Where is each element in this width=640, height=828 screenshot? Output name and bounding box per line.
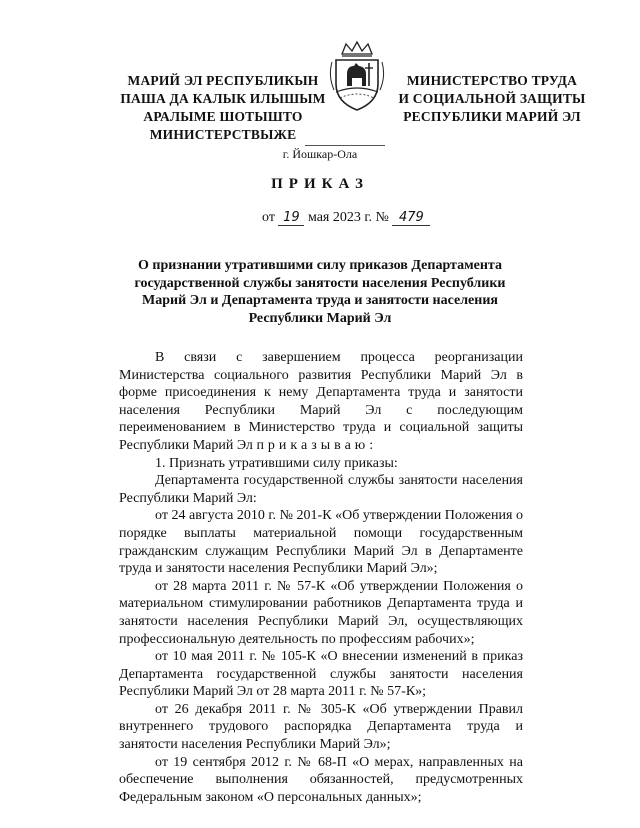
- handwritten-day: 19: [278, 211, 304, 226]
- preamble-text: В связи с завершением процесса реорганизации Министерства социального развития Республики Марий Эл в форме присоединения к нему Департамента труда и занятости населения Республики Марий Эл с последующим переименованием в Министерство труда и социальной защиты Республики Марий Эл: [119, 350, 523, 453]
- ministry-name-mari-line: МИНИСТЕРСТВЫЖЕ: [149, 127, 297, 142]
- ministry-name-russian-line: МИНИСТЕРСТВО ТРУДА: [406, 73, 578, 88]
- order-directive: приказываю:: [256, 437, 378, 453]
- handwritten-order-number: 479: [392, 211, 430, 226]
- order-subject-line: Марий Эл и Департамента труда и занятости населения: [142, 293, 498, 308]
- city-name: г. Йошкар-Ола: [282, 147, 358, 161]
- ministry-name-mari-line: АРАЛЫМЕ ШОТЫШТО: [143, 109, 303, 124]
- ministry-name-mari-line: МАРИЙ ЭЛ РЕСПУБЛИКЫН: [127, 73, 319, 88]
- clause-paragraph: от 28 марта 2011 г. № 57-К «Об утверждении Положения о материальном стимулировании работников Департамента труда и занятости населения Республики Марий Эл, осуществляющих профессиональную деятельность по профессиям рабочих»;: [119, 578, 523, 647]
- clause-paragraph: от 24 августа 2010 г. № 201-К «Об утверждении Положения о порядке выплаты материальной помощи государственным гражданским служащим Республики Марий Эл в Департаменте труда и занятости населения Республики Марий Эл»;: [119, 508, 523, 577]
- clause-paragraph: от 26 декабря 2011 г. № 305-К «Об утверждении Правил внутреннего трудового распорядка Департамента труда и занятости населения Республики Марий Эл»;: [119, 701, 523, 753]
- preamble-paragraph: [119, 349, 523, 455]
- order-subject-line: государственной службы занятости населения Республики: [134, 275, 506, 291]
- order-dateline: [262, 210, 430, 226]
- ministry-name-mari: [118, 72, 328, 144]
- clause-paragraph: 1. Признать утратившими силу приказы:: [155, 455, 398, 471]
- order-subject-line: Республики Марий Эл: [248, 310, 392, 326]
- order-subject-line: О признании утратившими силу приказов Департамента: [138, 258, 502, 273]
- document-title: ПРИКАЗ: [271, 176, 369, 192]
- number-label: №: [375, 210, 389, 225]
- clause-paragraph: от 10 мая 2011 г. № 105-К «О внесении изменений в приказ Департамента государственной службы занятости населения Республики Марий Эл от 28 марта 2011 г. № 57-К»;: [119, 649, 523, 700]
- ministry-name-russian-line: РЕСПУБЛИКИ МАРИЙ ЭЛ: [403, 109, 581, 124]
- date-prefix: от: [262, 210, 275, 225]
- ministry-name-mari-line: ПАША ДА КАЛЫК ИЛЫШЫМ: [120, 91, 326, 106]
- order-subject: [118, 257, 522, 327]
- date-month-year: мая 2023 г.: [307, 210, 373, 225]
- clause-paragraph: от 19 сентября 2012 г. № 68-П «О мерах, направленных на обеспечение выполнения обязанностей, предусмотренных Федеральным законом «О персональных данных»;: [119, 754, 523, 805]
- ministry-name-russian-line: И СОЦИАЛЬНОЙ ЗАЩИТЫ: [398, 91, 586, 106]
- clause-paragraph: Департамента государственной службы занятости населения Республики Марий Эл:: [119, 473, 523, 506]
- divider: [305, 145, 385, 146]
- mari-el-coat-of-arms-icon: [326, 40, 388, 112]
- ministry-name-russian: [392, 72, 592, 126]
- order-body: [119, 349, 523, 806]
